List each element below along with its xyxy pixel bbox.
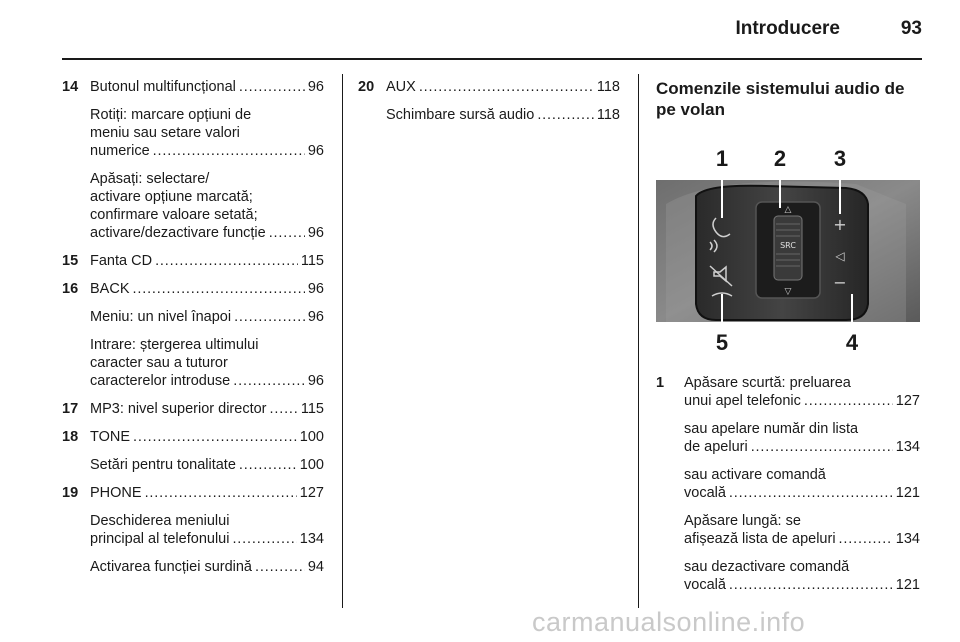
entry-text: Activarea funcției surdină <box>90 559 252 575</box>
page-reference[interactable]: 100 <box>299 429 324 445</box>
entry-text: vocală <box>684 577 726 593</box>
page-reference[interactable]: 121 <box>895 485 920 501</box>
index-entry <box>62 78 324 96</box>
page-reference[interactable]: 100 <box>299 457 324 473</box>
leader-dots <box>729 484 893 502</box>
entry-text: activare opțiune marcată; <box>90 189 253 205</box>
entry-text: meniu sau setare valori <box>90 125 240 141</box>
svg-text:4: 4 <box>845 330 859 354</box>
page-reference[interactable]: 127 <box>299 485 324 501</box>
svg-text:▽: ▽ <box>784 287 792 297</box>
index-entry <box>656 420 920 456</box>
entry-text: numerice <box>90 143 150 159</box>
index-entry <box>62 456 324 474</box>
index-entry <box>656 466 920 502</box>
entry-number: 14 <box>62 79 79 95</box>
column-1 <box>62 78 324 586</box>
steering-wheel-controls-figure <box>656 144 920 354</box>
entry-text: Deschiderea meniului <box>90 513 230 529</box>
column-divider-2 <box>638 74 639 608</box>
svg-text:3: 3 <box>833 146 847 171</box>
page-reference[interactable]: 94 <box>307 559 324 575</box>
entry-text: Butonul multifuncțional <box>90 79 236 95</box>
page-reference[interactable]: 134 <box>299 531 324 547</box>
entry-number: 19 <box>62 485 79 501</box>
entry-text: principal al telefonului <box>90 531 230 547</box>
entry-text: PHONE <box>90 485 142 501</box>
leader-dots <box>269 224 305 242</box>
leader-dots <box>133 428 297 446</box>
entry-number: 15 <box>62 253 79 269</box>
entry-text: sau dezactivare comandă <box>684 559 850 575</box>
page-reference[interactable]: 115 <box>300 253 324 269</box>
entry-text: sau activare comandă <box>684 467 826 483</box>
svg-text:2: 2 <box>773 146 787 171</box>
entry-text: Rotiți: marcare opțiuni de <box>90 107 252 123</box>
index-entry <box>62 558 324 576</box>
index-entry <box>62 170 324 242</box>
entry-text: caracter sau a tuturor <box>90 355 228 371</box>
leader-dots <box>233 372 305 390</box>
page-reference[interactable]: 118 <box>596 107 620 123</box>
entry-text: BACK <box>90 281 130 297</box>
entry-text: MP3: nivel superior director <box>90 401 267 417</box>
svg-text:1: 1 <box>715 146 729 171</box>
column-3 <box>656 78 920 604</box>
steering-wheel-photo <box>656 144 920 354</box>
index-entry <box>62 428 324 446</box>
page-reference[interactable]: 96 <box>307 79 324 95</box>
entry-text: afișează lista de apeluri <box>684 531 836 547</box>
entry-number: 20 <box>358 79 375 95</box>
leader-dots <box>537 106 594 124</box>
svg-text:+: + <box>833 215 847 234</box>
page-reference[interactable]: 96 <box>307 309 324 325</box>
figure-legend <box>656 374 920 594</box>
section-title: Comenzile sistemului audio de pe volan <box>656 79 905 119</box>
leader-dots <box>419 78 594 96</box>
entry-text: Fanta CD <box>90 253 153 269</box>
leader-dots <box>804 392 893 410</box>
entry-text: AUX <box>386 79 416 95</box>
index-entry <box>62 512 324 548</box>
svg-text:5: 5 <box>715 330 729 354</box>
entry-text: Apăsați: selectare/ <box>90 171 210 187</box>
leader-dots <box>234 308 305 326</box>
index-entry <box>62 280 324 298</box>
entry-number: 17 <box>62 401 79 417</box>
leader-dots <box>255 558 305 576</box>
index-entry <box>62 336 324 390</box>
entry-text: unui apel telefonic <box>684 393 801 409</box>
index-entry <box>358 78 620 96</box>
leader-dots <box>839 530 893 548</box>
index-entry <box>62 308 324 326</box>
entry-text: Meniu: un nivel înapoi <box>90 309 232 325</box>
entry-text: sau apelare număr din lista <box>684 421 859 437</box>
entry-number: 16 <box>62 281 79 297</box>
page-reference[interactable]: 127 <box>895 393 920 409</box>
entry-text: Apăsare scurtă: preluarea <box>684 375 851 391</box>
page-reference[interactable]: 121 <box>895 577 920 593</box>
index-entry <box>62 106 324 160</box>
leader-dots <box>729 576 893 594</box>
entry-text: activare/dezactivare funcție <box>90 225 266 241</box>
page-reference[interactable]: 115 <box>300 401 324 417</box>
entry-text: caracterelor introduse <box>90 373 231 389</box>
svg-text:△: △ <box>784 205 792 215</box>
page-title: Introducere <box>735 18 840 39</box>
entry-text: de apeluri <box>684 439 748 455</box>
entry-text: Intrare: ștergerea ultimului <box>90 337 259 353</box>
page-reference[interactable]: 118 <box>596 79 620 95</box>
watermark: carmanualsonline.info <box>532 607 806 637</box>
leader-dots <box>133 280 305 298</box>
entry-text: vocală <box>684 485 726 501</box>
leader-dots <box>232 530 296 548</box>
entry-number: 18 <box>62 429 79 445</box>
entry-number: 1 <box>656 375 665 391</box>
entry-text: TONE <box>90 429 131 445</box>
leader-dots <box>751 438 893 456</box>
page-number: 93 <box>900 18 922 39</box>
leader-dots <box>270 400 298 418</box>
index-entry <box>656 374 920 410</box>
index-entry <box>656 558 920 594</box>
index-entry <box>62 252 324 270</box>
svg-text:SRC: SRC <box>780 241 796 250</box>
index-entry <box>656 512 920 548</box>
leader-dots <box>145 484 297 502</box>
index-entry <box>358 106 620 124</box>
svg-text:−: − <box>833 273 847 292</box>
entry-text: Apăsare lungă: se <box>684 513 801 529</box>
entry-text: confirmare valoare setată; <box>90 207 258 223</box>
leader-dots <box>155 252 298 270</box>
leader-dots <box>239 456 297 474</box>
column-2 <box>358 78 620 134</box>
page-reference[interactable]: 96 <box>307 143 324 159</box>
header-divider <box>62 58 922 60</box>
page-reference[interactable]: 96 <box>307 281 324 297</box>
page-reference[interactable]: 134 <box>895 439 920 455</box>
svg-text:◁: ◁ <box>835 249 845 263</box>
page-reference[interactable]: 96 <box>307 225 324 241</box>
entry-text: Setări pentru tonalitate <box>90 457 236 473</box>
column-divider-1 <box>342 74 343 608</box>
entry-text: Schimbare sursă audio <box>386 107 535 123</box>
page-reference[interactable]: 134 <box>895 531 920 547</box>
leader-dots <box>239 78 305 96</box>
index-entry <box>62 400 324 418</box>
page-reference[interactable]: 96 <box>307 373 324 389</box>
leader-dots <box>153 142 305 160</box>
index-entry <box>62 484 324 502</box>
